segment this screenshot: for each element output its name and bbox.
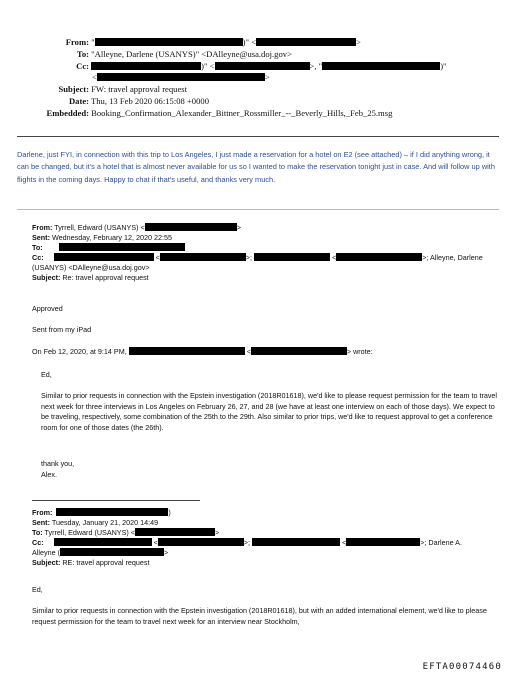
- cc-value-c: )": [440, 61, 447, 71]
- cc-line2-a: <: [92, 72, 97, 82]
- email2-cc-c: <: [342, 538, 347, 547]
- quote-intro: On Feb 12, 2020, at 9:14 PM,: [32, 347, 127, 356]
- cc-label: Cc:: [76, 61, 89, 71]
- header-subject-row: [0, 84, 187, 95]
- email2-subject-value: RE: travel approval request: [62, 558, 150, 567]
- from-value-mid: )" <: [242, 37, 257, 47]
- header-from-row: [0, 37, 361, 48]
- email2-from-row: [32, 508, 171, 518]
- email2-to-row: [32, 528, 219, 538]
- email2-cc-line2-a: Alleyne (: [32, 548, 60, 557]
- email2-greeting: Ed,: [32, 585, 43, 594]
- email2-cc-a: <: [153, 538, 158, 547]
- email2-cc-row: [32, 538, 462, 548]
- header-embedded-row: [0, 108, 392, 119]
- email1-signoff-1: thank you,: [41, 459, 75, 468]
- email1-body-approved: Approved: [32, 304, 63, 313]
- email1-from-end: >: [236, 223, 241, 232]
- email2-to-label: To:: [32, 528, 43, 537]
- redaction-box: [346, 538, 420, 546]
- email2-cc-d: >; Darlene A.: [420, 538, 462, 547]
- forward-note: Darlene, just FYI, in connection with this trip to Los Angeles, I just made a reservation for a hotel on E2 (see attached) – if I did anything wrong, it can be changed, but it's a hotel that is almost never available for us so I wanted to make the reservation tonight just in case. And will follow up with flights in the coming days. Happy to chat if that's useful, and thanks very much.: [17, 150, 495, 184]
- email1-cc-d: >; Alleyne, Darlene: [422, 253, 483, 262]
- note-divider: [17, 209, 499, 210]
- header-date-row: [0, 96, 209, 107]
- email2-sent-value: Tuesday, January 21, 2020 14:49: [51, 518, 159, 527]
- email1-cc-c: <: [332, 253, 337, 262]
- email1-quote-line: [32, 347, 373, 356]
- redaction-box: [322, 62, 440, 70]
- email1-from-row: [32, 223, 241, 233]
- email2-paragraph: Similar to prior requests in connection with the Epstein investigation (2018R01618), but with an added international element, we'd like to please request permission for the team to travel next week for an interview near Stockholm,: [32, 606, 487, 626]
- embedded-label: Embedded:: [46, 108, 89, 118]
- quote-lt: <: [246, 347, 251, 356]
- email2-subject-label: Subject:: [32, 558, 61, 567]
- email1-from-label: From:: [32, 223, 53, 232]
- email1-signoff-2: Alex.: [41, 470, 57, 479]
- email1-sent-row: [32, 233, 172, 243]
- redaction-box: [54, 253, 154, 261]
- redaction-box: [252, 538, 340, 546]
- cc-value-a: )" <: [201, 61, 215, 71]
- redaction-box: [254, 253, 330, 261]
- email1-cc-row: [32, 253, 483, 263]
- header-cc-row-2: [92, 72, 270, 83]
- redaction-box: [135, 528, 215, 536]
- redaction-box: [97, 73, 265, 81]
- email1-body-sent-from: Sent from my iPad: [32, 325, 92, 334]
- redaction-box: [158, 538, 244, 546]
- redaction-box: [59, 243, 185, 251]
- email2-subject-row: [32, 558, 149, 568]
- redaction-box: [56, 508, 171, 517]
- from-value-quote: ": [91, 37, 95, 47]
- reply-divider: [32, 500, 200, 501]
- email1-cc-b: >;: [245, 253, 252, 262]
- email1-cc-row-2: (USANYS) <DAlleyne@usa.doj.gov>: [32, 263, 150, 272]
- email1-cc-a: <: [155, 253, 160, 262]
- email1-subject-row: [32, 273, 149, 283]
- redaction-box: [60, 548, 164, 556]
- email2-from-label: From:: [32, 508, 53, 517]
- email1-subject-label: Subject:: [32, 273, 61, 282]
- email1-sent-label: Sent:: [32, 233, 50, 242]
- email2-cc-label: Cc:: [32, 538, 44, 547]
- email1-sent-value: Wednesday, February 12, 2020 22:55: [51, 233, 172, 242]
- date-label: Date:: [68, 96, 89, 106]
- header-cc-row: [0, 61, 447, 72]
- email1-paragraph: Similar to prior requests in connection with the Epstein investigation (2018R01618), we'd like to please request permission for the team to travel next week for three interviews in Los Angeles on February 26, 27, and 28 (we have at least one interview on each of those days). We expect to be traveling, respectively, some combination of the 25th to the 29th. Also similar to prior trips, we'd like to request approval to get a conference room for one of those dates (the 26th).: [41, 391, 498, 432]
- header-to-row: [0, 49, 292, 60]
- email2-cc-line2-b: >: [163, 548, 169, 557]
- email2-from-end: ): [168, 508, 171, 517]
- email1-from-value: Tyrrell, Edward (USANYS) <: [54, 223, 145, 232]
- header-divider: [17, 136, 499, 137]
- to-label: To:: [76, 49, 89, 59]
- from-label: From:: [65, 37, 89, 47]
- email2-cc-row-2: [32, 548, 168, 558]
- email1-to-row: [32, 243, 185, 253]
- redaction-box: [95, 38, 243, 46]
- redaction-box: [54, 538, 152, 546]
- embedded-attachment[interactable]: Booking_Confirmation_Alexander_Bittner_Rossmiller_--_Beverly_Hills,_Feb_25.msg: [91, 108, 393, 118]
- email2-to-end: >: [214, 528, 220, 537]
- email2-sent-label: Sent:: [32, 518, 50, 527]
- quote-wrote: > wrote:: [346, 347, 373, 356]
- to-value: "Alleyne, Darlene (USANYS)" <DAlleyne@usa.doj.gov>: [91, 49, 292, 59]
- email1-greeting: Ed,: [41, 370, 52, 379]
- redaction-box: [129, 347, 245, 355]
- redaction-box: [256, 38, 356, 46]
- redaction-box: [336, 253, 422, 261]
- document-id: EFTA00074460: [422, 662, 502, 672]
- redaction-box: [251, 347, 347, 355]
- redaction-box: [145, 223, 237, 231]
- cc-line2-b: >: [264, 72, 270, 82]
- date-value: Thu, 13 Feb 2020 06:15:08 +0000: [91, 96, 209, 106]
- email2-cc-b: >;: [243, 538, 250, 547]
- email1-subject-value: Re: travel approval request: [62, 273, 149, 282]
- from-value-end: >: [356, 37, 361, 47]
- email1-to-label: To:: [32, 243, 43, 252]
- email2-to-value: Tyrrell, Edward (USANYS) <: [44, 528, 135, 537]
- redaction-box: [215, 62, 310, 70]
- cc-value-b: >, ": [309, 61, 323, 71]
- subject-label: Subject:: [58, 84, 89, 94]
- subject-value: FW: travel approval request: [91, 84, 188, 94]
- email1-cc-label: Cc:: [32, 253, 44, 262]
- email2-sent-row: [32, 518, 158, 528]
- redaction-box: [160, 253, 246, 261]
- redaction-box: [91, 62, 201, 70]
